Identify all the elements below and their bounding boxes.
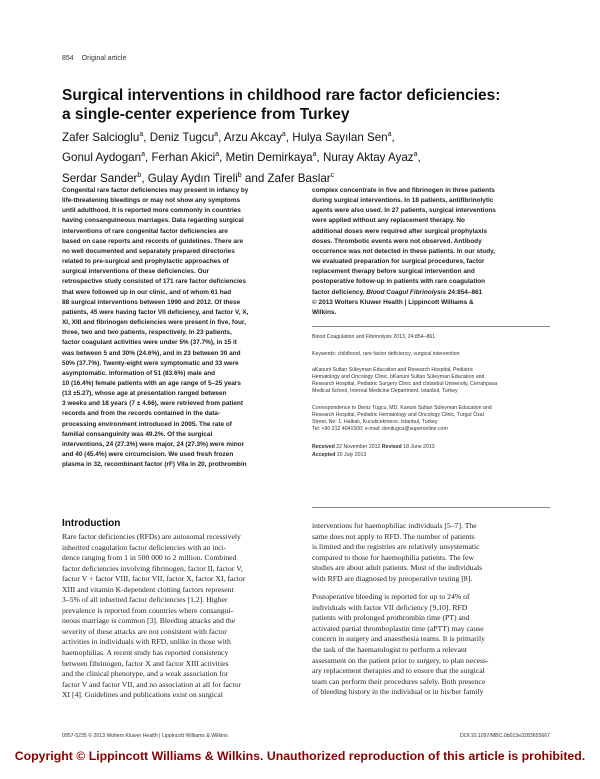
abstract-line: 88 surgical interventions between 1990 and 2012. Of these — [62, 298, 241, 306]
abstract-line: three, two and two patients, respectively. In 23 patients, — [62, 329, 232, 337]
paragraph — [312, 592, 550, 697]
author-affiliation-mark: a — [139, 131, 144, 138]
meta-divider-bottom — [312, 507, 550, 508]
dates-received-revised — [312, 444, 550, 451]
author-affiliation-mark: a — [215, 151, 220, 159]
body-line: activated partial thromboplastin time (aPTT) may cause — [312, 623, 484, 633]
author-name: Zafer Baslar — [267, 171, 331, 185]
abstract-line: processing environment introduced in 2005. The rate of — [62, 420, 232, 428]
abstract-line: we evaluated preparation for surgical procedures, factor — [312, 258, 485, 266]
body-line: 3–5% of all inherited factor deficiencies [1,2]. Higher — [62, 595, 228, 605]
abstract-copyright-line-2: Wilkins. — [312, 308, 337, 316]
paragraph — [312, 521, 550, 584]
body-line: haemophilias. A recent study has reported consistency — [62, 648, 229, 658]
body-line: dence ranging from 1 in 500 000 to 2 million. Combined — [62, 553, 237, 563]
body-column-left — [62, 532, 300, 709]
author-name: Gulay Aydın Tireli — [147, 171, 238, 185]
author-affiliation-mark: b — [237, 171, 242, 179]
body-line: Rare factor deficiencies (RFDs) are autosomal recessively — [62, 532, 241, 541]
correspondence-line: Tel: +90 212 4041500; e-mail: denitugcu@superonline.com — [312, 426, 448, 433]
body-line: assessment on the patient prior to surgery, to plan necess- — [312, 655, 489, 665]
abstract-line: doses. Thrombotic events were not observed. Antibody — [312, 237, 482, 245]
body-line: ary replacement therapies and to ensure that the surgical — [312, 666, 485, 676]
body-line: neous marriage is common [3]. Bleeding attacks and the — [62, 616, 236, 626]
author-name: Serdar Sander — [62, 171, 138, 185]
paragraph — [62, 532, 300, 701]
body-line: inherited coagulation factor deficiencies with an inci- — [62, 542, 227, 552]
affiliation-line: Hematology and Oncology Clinic, bKanuni Sultan Süleyman Education and — [312, 374, 485, 381]
abstract-line: Congenital rare factor deficiencies may present in infancy by — [62, 187, 249, 194]
body-line: factor V and factor VII, and no association at all for factor — [62, 679, 241, 689]
author-line-1: Zafer Salcioglu$^a$, Deniz Tugcu$^a$, Arzu Akcay$^a$, Hulya Sayılan Sen$^a$, — [62, 130, 395, 144]
abstract-line: that were followed up in our clinic, and of whom 61 had — [62, 288, 232, 296]
body-line: XI [4]. Guidelines and publications exist on surgical — [62, 690, 223, 700]
meta-divider-top — [312, 326, 550, 327]
body-line: same does not apply to RFD. The number of patients — [312, 531, 475, 541]
author-name: Arzu Akcay — [223, 130, 282, 144]
body-line: the task of the haematologist to perform a relevant — [312, 645, 467, 655]
author-name: Hulya Sayılan Sen — [292, 130, 388, 144]
abstract-line: patients, 45 were having factor VII deficiency, and factor V, X, — [62, 308, 249, 316]
abstract-line: was between 5 and 30% (24.6%), and in 23 between 30 and — [62, 349, 241, 357]
body-line: factor deficiencies involving fibrinogen, factor II, factor V, — [62, 563, 243, 573]
correspondence — [312, 405, 550, 433]
abstract-final-line: factor deficiency. — [312, 288, 365, 296]
author-affiliation-mark: a — [281, 131, 286, 138]
author-affiliation-mark: c — [330, 171, 335, 179]
author-name: Metin Demirkaya — [225, 151, 313, 165]
abstract-line: (13 ±5.27), whose age at presentation ranged between — [62, 390, 227, 398]
abstract-line: replacement therapy before surgical intervention and — [312, 268, 475, 276]
abstract-copyright-line-1: © 2013 Wolters Kluwer Health | Lippincott Williams & — [312, 298, 474, 306]
body-line: between fibrinogen, factor X and factor XIII activities — [62, 658, 229, 668]
affiliation-line: aKanuni Sultan Süleyman Education and Research Hospital, Pediatric — [312, 367, 474, 373]
abstract-line: no well documented and separately prepared directories — [62, 247, 235, 255]
body-line: compared to those for haemophilia patients. The few — [312, 552, 475, 562]
abstract-line: interventions of rare congenital factor deficiencies are — [62, 227, 228, 235]
abstract-line: based on case reports and records of guidelines. There are — [62, 237, 244, 245]
author-conjunction: and — [244, 171, 265, 185]
body-column-right — [312, 521, 550, 706]
title-line-2: a single-center experience from Turkey — [62, 106, 350, 123]
body-line: XIII and vitamin K-dependent clotting factors represent — [62, 584, 234, 594]
author-affiliation-mark: b — [137, 171, 142, 179]
abstract-line: 10 (16.4%) female patients with an age range of 5–25 years — [62, 379, 241, 387]
abstract-line: occurrence was not detected in these patients. In our study, — [312, 247, 496, 255]
abstract-line: and 40 (45.4%) were circumcision. We used fresh frozen — [62, 451, 234, 459]
abstract-line: additional doses were required after surgical prophylaxis — [312, 227, 487, 235]
abstract-line: having consanguineous marriages. Data regarding surgical — [62, 217, 244, 225]
abstract-line: familial consanguinity was 49.2%. Of the surgical — [62, 430, 213, 438]
affiliations — [312, 367, 550, 395]
revised-label: Revised — [381, 444, 402, 450]
abstract-line: complex concentrate in five and fibrinogen in three patients — [312, 187, 495, 194]
author-affiliation-mark: a — [413, 151, 418, 159]
abstract-line: agents were also used. In 27 patients, surgical interventions — [312, 207, 496, 215]
abstract-right-lines — [312, 186, 550, 288]
body-line: of bleeding history in the individual or in his/her family — [312, 687, 484, 697]
abstract-citation — [312, 288, 550, 298]
received-date: 22 November 2012 — [336, 444, 381, 450]
abstract-line: life-threatening bleedings or may not show any symptoms — [62, 197, 241, 205]
abstract-line: asymptomatic. Information of 51 (83.6%) male and — [62, 369, 216, 377]
author-name: Deniz Tugcu — [149, 130, 215, 144]
author-affiliation-mark: a — [312, 151, 317, 159]
body-line: Postoperative bleeding is reported for up to 24% of — [312, 592, 470, 602]
body-line: factor V + factor VIII, factor VII, factor X, factor XI, factor — [62, 574, 246, 584]
copyright-banner: Copyright © Lippincott Williams & Wilkins. Unauthorized reproduction of this article is prohibited. — [14, 749, 586, 763]
abstract-line: until adulthood. It is reported more commonly in countries — [62, 207, 241, 215]
revised-date: 18 June 2013 — [403, 444, 435, 450]
author-line-3: Serdar Sander$^b$, Gulay Aydın Tireli$^b$ and Zafer Baslar$^c$ — [62, 171, 335, 185]
body-line: individuals with factor VII deficiency [9,10]. RFD — [312, 602, 468, 612]
journal-volume: 24:854–861 — [447, 288, 483, 296]
body-line: and the clinical phenotype, and a weak association for — [62, 669, 229, 679]
author-name: Zafer Salcioglu — [62, 130, 140, 144]
abstract-line: plasma in 32, recombinant factor (rF) VIIa in 20, prothrombin — [62, 461, 247, 469]
abstract-column-right — [312, 186, 550, 318]
journal-abbrev: Blood Coagul Fibrinolysis — [366, 288, 447, 296]
abstract-line: records and from the records contained in the data- — [62, 410, 221, 418]
article-title — [62, 86, 552, 124]
dates-accepted — [312, 452, 550, 459]
keywords: Keywords: childhood, rare factor deficiency, surgical intervention — [312, 351, 460, 357]
received-label: Received — [312, 444, 335, 450]
introduction-heading: Introduction — [62, 518, 121, 529]
body-line: patients with prolonged prothrombin time (PT) and — [312, 613, 470, 623]
affiliation-line: Research Hospital, Pediatric Surgery Clinic and cIstanbul University, Cerrahpasa — [312, 381, 498, 388]
body-line: is limited and the registries are relatively unsystematic — [312, 542, 480, 552]
body-line: prevalence is reported from countries where consangui- — [62, 605, 234, 615]
author-affiliation-mark: a — [387, 131, 392, 138]
page-number: 854 — [62, 55, 74, 62]
accepted-label: Accepted — [312, 452, 336, 458]
abstract-line: during surgical interventions. In 18 patients, antifibrinolytic — [312, 197, 494, 205]
abstract-line: related to pre-surgical and prophylactic approaches of — [62, 258, 229, 266]
body-line: concern in surgery and anaesthesia teams. It is primarily — [312, 634, 485, 644]
abstract-line: 50% (37.7%). Twenty-eight were symptomatic and 33 were — [62, 359, 239, 367]
author-affiliation-mark: a — [214, 131, 219, 138]
abstract-line: interventions, 24 (27.3%) were major, 24 (27.3%) were minor — [62, 440, 245, 448]
author-line-2: Gonul Aydogan$^a$, Ferhan Akici$^a$, Metin Demirkaya$^a$, Nuray Aktay Ayaz$^a$, — [62, 151, 421, 165]
body-line: team can perform their procedures safely. Both presence — [312, 676, 486, 686]
title-line-1: Surgical interventions in childhood rare factor deficiencies: — [62, 87, 501, 104]
abstract-line: XI, XIII and fibrinogen deficiencies were present in five, four, — [62, 319, 246, 327]
body-line: interventions for haemophiliac individuals [5–7]. The — [312, 521, 477, 530]
correspondence-line: Research Hospital, Pediatric Hematology and Oncology Clinic, Turgut Özal — [312, 412, 484, 419]
running-header — [62, 55, 132, 62]
journal-line: Blood Coagulation and Fibrinolysis 2013, 24:854–861 — [312, 334, 436, 340]
footer-publisher: 0957-5235 © 2013 Wolters Kluwer Health | Lippincott Williams & Wilkins — [62, 733, 228, 739]
section-label: Original article — [81, 55, 127, 62]
abstract-line: retrospective study consisted of 171 rare factor deficiencies — [62, 278, 246, 286]
abstract-line: were applied without any replacement therapy. No — [312, 217, 465, 225]
abstract-line: postoperative follow-up in patients with rare coagulation — [312, 278, 486, 286]
body-line: studies are about adult patients. Most of the individuals — [312, 563, 483, 573]
abstract-line: factor coagulant activities were under 5% (37.7%), in 15 it — [62, 339, 237, 347]
footer-doi: DOI:10.1097/MBC.0b013e3283655667 — [460, 733, 550, 739]
body-line: with RFD are diagnosed by preoperative testing [8]. — [312, 573, 473, 583]
body-line: severity of these attacks are not consistent with factor — [62, 626, 227, 636]
author-name: Ferhan Akici — [151, 151, 216, 165]
correspondence-line: Street, No: 1, Halkalı, Kucukcekmece, Istanbul, Turkey — [312, 419, 438, 426]
author-name: Gonul Aydogan — [62, 151, 142, 165]
abstract-line: surgical interventions of these deficiencies. Our — [62, 268, 210, 276]
body-line: activities in individuals with RFD, unlike in those with — [62, 637, 231, 647]
affiliation-line: Medical School, Internal Medicine Department, Istanbul, Turkey — [312, 388, 458, 395]
accepted-date: 20 July 2013 — [336, 452, 367, 458]
author-affiliation-mark: a — [141, 151, 145, 159]
author-list — [62, 126, 542, 187]
abstract-column-left — [62, 186, 300, 470]
correspondence-line: Correspondence to Deniz Tugcu, MD, Kanuni Sultan Süleyman Education and — [312, 405, 492, 411]
author-name: Nuray Aktay Ayaz — [322, 151, 414, 165]
abstract-line: 3 weeks and 18 years (7 ± 4.66), were retrieved from patient — [62, 400, 244, 408]
